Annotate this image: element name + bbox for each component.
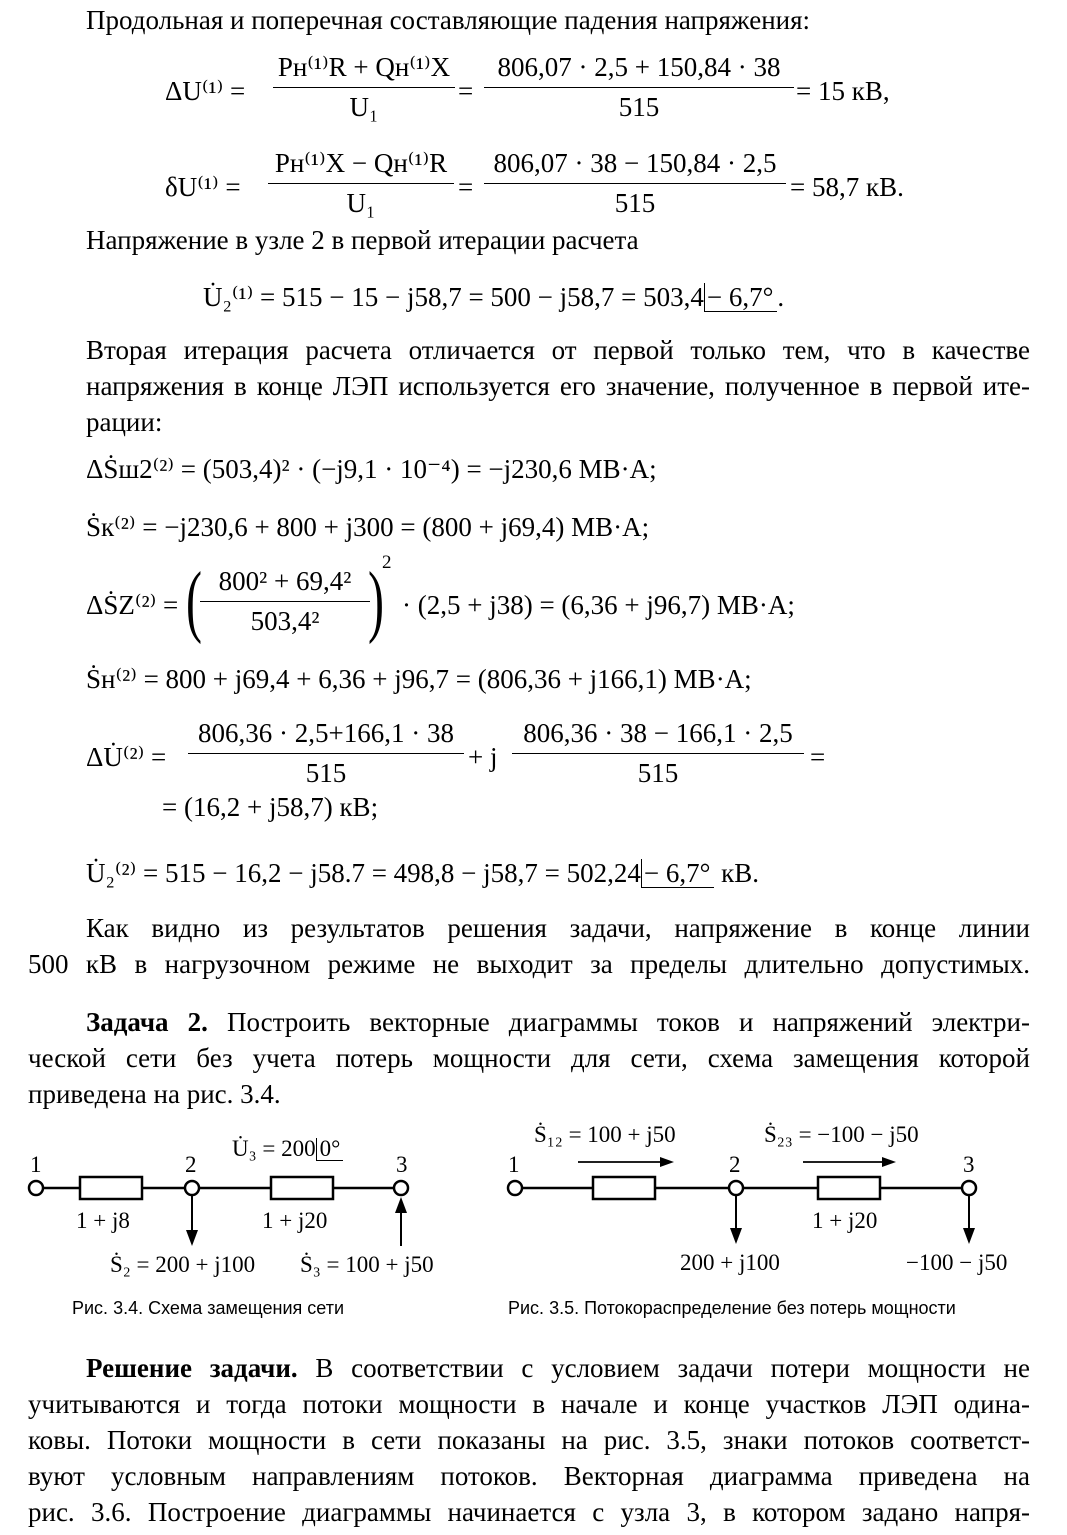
solution-line1: Решение задачи. В соответствии с условием задачи потери мощности не (86, 1353, 1030, 1383)
equation-s-end: Ṡк⁽²⁾ = −j230,6 + 800 + j300 = (800 + j69,4) МВ·А; (86, 512, 650, 542)
task2-line1: Задача 2. Построить векторные диаграммы токов и напряжений электри- (86, 1007, 1031, 1037)
eq2-lhs: δU⁽¹⁾ = (165, 172, 241, 202)
fig35-s12-arrow (660, 1157, 674, 1167)
eq3-angle: − 6,7° (704, 283, 778, 312)
eq8-plus-j: + j (468, 742, 498, 772)
paragraph-conclusion-line1: Как видно из результатов решения задачи, напряжение в конце линии (86, 913, 1030, 943)
fig35-node-2 (729, 1181, 743, 1195)
eq6-power: 2 (382, 552, 392, 573)
fig35-load3-arrow (963, 1228, 975, 1244)
equation-delta-s-shunt: ΔṠш2⁽²⁾ = (503,4)² · (−j9,1 · 10⁻⁴) = −j230,6 МВ·А; (86, 454, 657, 484)
fig34-s3-label: Ṡ₃ = 100 + j50 (300, 1252, 434, 1277)
fig34-node2-label: 2 (185, 1152, 197, 1177)
eq8-line2: = (16,2 + j58,7) кВ; (162, 792, 379, 822)
equation-s-load: Ṡн⁽²⁾ = 800 + j69,4 + 6,36 + j96,7 = (806,36 + j166,1) МВ·А; (86, 664, 752, 694)
equation-u2-first: U̇₂⁽¹⁾ = 515 − 15 − j58,7 = 500 − j58,7 = 503,4 − 6,7° . (203, 282, 785, 312)
eq1-denominator: 515 (618, 92, 660, 122)
solution-line2: учитываются и тогда потоки мощности в начале и конце участков ЛЭП одина- (28, 1389, 1030, 1419)
task2-label: Задача 2. (86, 1007, 208, 1037)
fig35-node-3 (962, 1181, 976, 1195)
fig35-load2-arrow (730, 1228, 742, 1244)
eq9-main: U̇₂⁽²⁾ = 515 − 16,2 − j58.7 = 498,8 − j58,7 = 502,24 (86, 858, 641, 888)
paragraph-second-iteration-line1: Вторая итерация расчета отличается от первой только тем, что в качестве (86, 335, 1030, 365)
fig35-s23-arrow (882, 1157, 896, 1167)
paragraph-heading: Продольная и поперечная составляющие падения напряжения: (86, 5, 811, 35)
fig35-z23-label: 1 + j20 (812, 1208, 878, 1233)
fig34-caption: Рис. 3.4. Схема замещения сети (72, 1298, 345, 1318)
fig35-s12-label: Ṡ₁₂ = 100 + j50 (534, 1122, 676, 1147)
eq2-denominator: 515 (614, 188, 656, 218)
fig35-impedance-23 (818, 1177, 880, 1199)
task2-line3: приведена на рис. 3.4. (28, 1079, 281, 1109)
fig34-z23-label: 1 + j20 (262, 1208, 328, 1233)
fig34-s2-label: Ṡ₂ = 200 + j100 (110, 1252, 256, 1277)
fig34-u3-angle: 0° (316, 1138, 344, 1161)
eq1-lhs: ΔU⁽¹⁾ = (165, 76, 246, 106)
paragraph-second-iteration-line3: рации: (86, 407, 163, 437)
fig34-node1-label: 1 (30, 1152, 42, 1177)
eq1-result: = 15 кВ, (796, 76, 890, 106)
fig35-load3-label: −100 − j50 (906, 1250, 1008, 1275)
fig35-load2-label: 200 + j100 (680, 1250, 780, 1275)
solution-label: Решение задачи. (86, 1353, 298, 1383)
paragraph-second-iteration-line2: напряжения в конце ЛЭП используется его значение, полученное в первой ите- (86, 371, 1030, 401)
eq1-numerator: 806,07 · 2,5 + 150,84 · 38 (497, 52, 781, 82)
fig35-node-1 (508, 1181, 522, 1195)
eq6-numerator: 800² + 69,4² (218, 566, 352, 596)
eq6-tail: · (2,5 + j38) = (6,36 + j96,7) МВ·А; (402, 590, 795, 620)
fig35-node3-label: 3 (963, 1152, 975, 1177)
paragraph-conclusion-line2: 500 кВ в нагрузочном режиме не выходит за пределы длительно допустимых. (28, 949, 1030, 979)
task2-line2: ческой сети без учета потерь мощности для сети, схема замещения которой (28, 1043, 1030, 1073)
eq6-lhs: ΔṠZ⁽²⁾ = (86, 590, 179, 620)
eq2-result: = 58,7 кВ. (790, 172, 904, 202)
eq8-lhs: ΔU̇⁽²⁾ = (86, 742, 167, 772)
fig34-node3-label: 3 (396, 1152, 408, 1177)
eq1-sym-numerator: Pн⁽¹⁾R + Qн⁽¹⁾X (277, 52, 451, 82)
eq8-imag-numerator: 806,36 · 38 − 166,1 · 2,5 (523, 718, 793, 748)
eq8-real-denominator: 515 (305, 758, 347, 788)
fig35-caption: Рис. 3.5. Потокораспределение без потерь мощности (508, 1298, 956, 1318)
eq8-real-numerator: 806,36 · 2,5+166,1 · 38 (198, 718, 454, 748)
solution-line5: рис. 3.6. Построение диаграммы начинается с узла 3, в котором задано напря- (28, 1497, 1030, 1527)
fig35-impedance-12 (593, 1177, 655, 1199)
eq2-sym-numerator: Pн⁽¹⁾X − Qн⁽¹⁾R (274, 148, 448, 178)
eq1-sym-denominator: U₁ (349, 92, 379, 122)
fig34-z12-label: 1 + j8 (76, 1208, 130, 1233)
fig35-node1-label: 1 (508, 1152, 520, 1177)
eq2-sym-denominator: U₁ (346, 188, 376, 218)
eq6-denominator: 503,4² (250, 606, 320, 636)
solution-line4: вуют условным направлениям потоков. Векторная диаграмма приведена на (28, 1461, 1030, 1491)
eq2-numerator: 806,07 · 38 − 150,84 · 2,5 (493, 148, 777, 178)
solution-line3: ковы. Потоки мощности в сети показаны на рис. 3.5, знаки потоков соответст- (28, 1425, 1030, 1455)
fig35-s23-label: Ṡ₂₃ = −100 − j50 (764, 1122, 919, 1147)
fig34-u3-label: U̇₃ = 200 0° (232, 1136, 343, 1162)
fig35-node2-label: 2 (729, 1152, 741, 1177)
eq3-main: U̇₂⁽¹⁾ = 515 − 15 − j58,7 = 500 − j58,7 = 503,4 (203, 282, 704, 312)
eq9-angle: − 6,7° (641, 859, 715, 888)
eq8-imag-denominator: 515 (637, 758, 679, 788)
paragraph-node2-voltage: Напряжение в узле 2 в первой итерации расчета (86, 225, 639, 255)
equation-u2-second: U̇₂⁽²⁾ = 515 − 16,2 − j58.7 = 498,8 − j58,7 = 502,24 − 6,7° кВ. (86, 858, 760, 888)
